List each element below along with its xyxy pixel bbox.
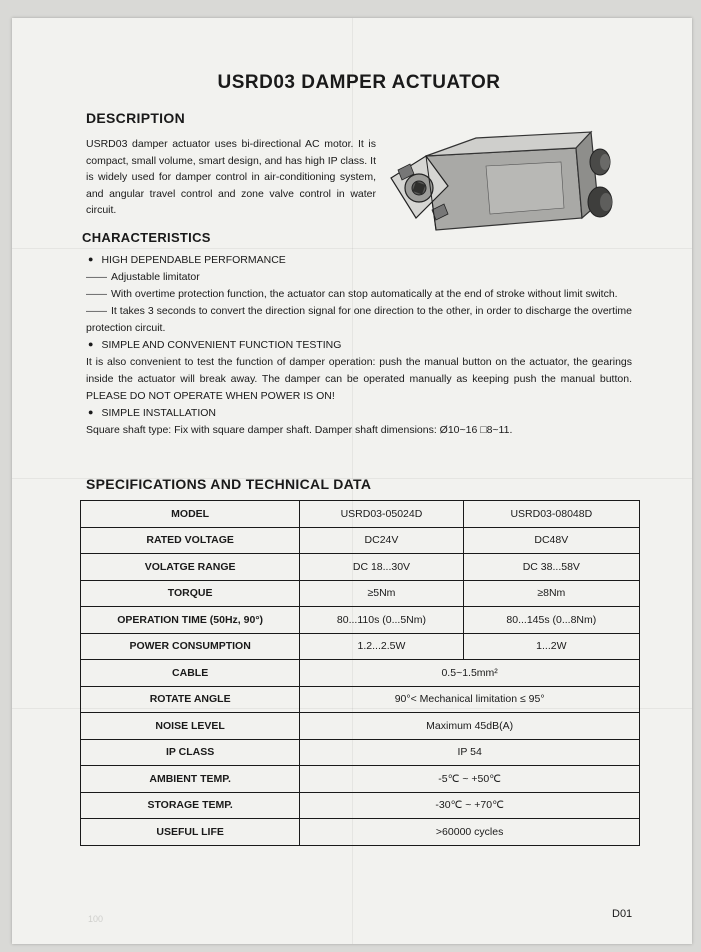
specifications-table [80, 500, 640, 846]
spec-value: 0.5~1.5mm² [300, 660, 640, 687]
spec-value-05024d: ≥5Nm [300, 580, 463, 607]
characteristics-heading: CHARACTERISTICS [82, 230, 211, 245]
table-row [81, 527, 640, 554]
spec-value-08048d: 1...2W [463, 633, 639, 660]
feature-limitator: —— Adjustable limitator [86, 269, 632, 286]
specifications-heading: SPECIFICATIONS AND TECHNICAL DATA [86, 476, 372, 492]
page-code: D01 [612, 908, 633, 920]
spec-value: IP 54 [300, 739, 640, 766]
bullet-function-testing: ● SIMPLE AND CONVENIENT FUNCTION TESTING [86, 337, 632, 354]
actuator-product-image [386, 126, 618, 244]
description-heading: DESCRIPTION [86, 110, 185, 126]
spec-label: TORQUE [81, 580, 300, 607]
spec-value-08048d: ≥8Nm [463, 580, 639, 607]
table-row [81, 713, 640, 740]
spec-value-05024d: DC24V [300, 527, 463, 554]
function-testing-text: It is also convenient to test the function of damper operation: push the manual button on the actuator, the gearings inside the actuator will break away. The damper can be operated manually as keeping push the manual button. PLEASE DO NOT OPERATE WHEN POWER IS ON! [86, 356, 632, 402]
table-row [81, 660, 640, 687]
spec-label: MODEL [81, 501, 300, 528]
bullet-installation: ● SIMPLE INSTALLATION [86, 405, 632, 422]
table-row [81, 686, 640, 713]
spec-value-05024d: USRD03-05024D [300, 501, 463, 528]
spec-label: AMBIENT TEMP. [81, 766, 300, 793]
document-title: USRD03 DAMPER ACTUATOR [217, 72, 501, 93]
spec-label: STORAGE TEMP. [81, 792, 300, 819]
spec-label: VOLATGE RANGE [81, 554, 300, 581]
spec-value-08048d: 80...145s (0...8Nm) [463, 607, 639, 634]
fold-line [12, 248, 692, 249]
table-row [81, 501, 640, 528]
spec-value-08048d: DC48V [463, 527, 639, 554]
table-row [81, 633, 640, 660]
spec-value: -30℃ ~ +70℃ [300, 792, 640, 819]
document-sheet [12, 18, 692, 944]
spec-value-05024d: 80...110s (0...5Nm) [300, 607, 463, 634]
faint-page-number: 100 [88, 914, 104, 924]
spec-label: USEFUL LIFE [81, 819, 300, 846]
spec-value: -5℃ ~ +50℃ [300, 766, 640, 793]
description-text: USRD03 damper actuator uses bi-directional AC motor. It is compact, small volume, smart design, and has high IP class. It is widely used for damper control in air-conditioning system, and angular travel control and zone valve control in water circuit. [86, 138, 376, 216]
feature-direction-convert: —— It takes 3 seconds to convert the direction signal for one direction to the other, in order to discharge the overtime protection circuit. [86, 303, 632, 337]
characteristics-body [86, 252, 632, 439]
spec-value-08048d: DC 38...58V [463, 554, 639, 581]
table-row [81, 766, 640, 793]
spec-value: Maximum 45dB(A) [300, 713, 640, 740]
spec-label: IP CLASS [81, 739, 300, 766]
spec-label: NOISE LEVEL [81, 713, 300, 740]
spec-value-05024d: DC 18...30V [300, 554, 463, 581]
feature-overtime-protection: —— With overtime protection function, the actuator can stop automatically at the end of stroke without limit switch. [86, 286, 632, 303]
table-row [81, 580, 640, 607]
table-row [81, 607, 640, 634]
table-row [81, 739, 640, 766]
spec-label: OPERATION TIME (50Hz, 90°) [81, 607, 300, 634]
spec-label: ROTATE ANGLE [81, 686, 300, 713]
spec-value: 90°< Mechanical limitation ≤ 95° [300, 686, 640, 713]
installation-text: Square shaft type: Fix with square damper shaft. Damper shaft dimensions: Ø10~16 □8~11. [86, 424, 513, 436]
table-row [81, 554, 640, 581]
table-row [81, 819, 640, 846]
spec-value-08048d: USRD03-08048D [463, 501, 639, 528]
spec-label: POWER CONSUMPTION [81, 633, 300, 660]
table-row [81, 792, 640, 819]
spec-label: CABLE [81, 660, 300, 687]
spec-label: RATED VOLTAGE [81, 527, 300, 554]
bullet-high-performance: ● HIGH DEPENDABLE PERFORMANCE [86, 252, 632, 269]
spec-value-05024d: 1.2...2.5W [300, 633, 463, 660]
spec-value: >60000 cycles [300, 819, 640, 846]
